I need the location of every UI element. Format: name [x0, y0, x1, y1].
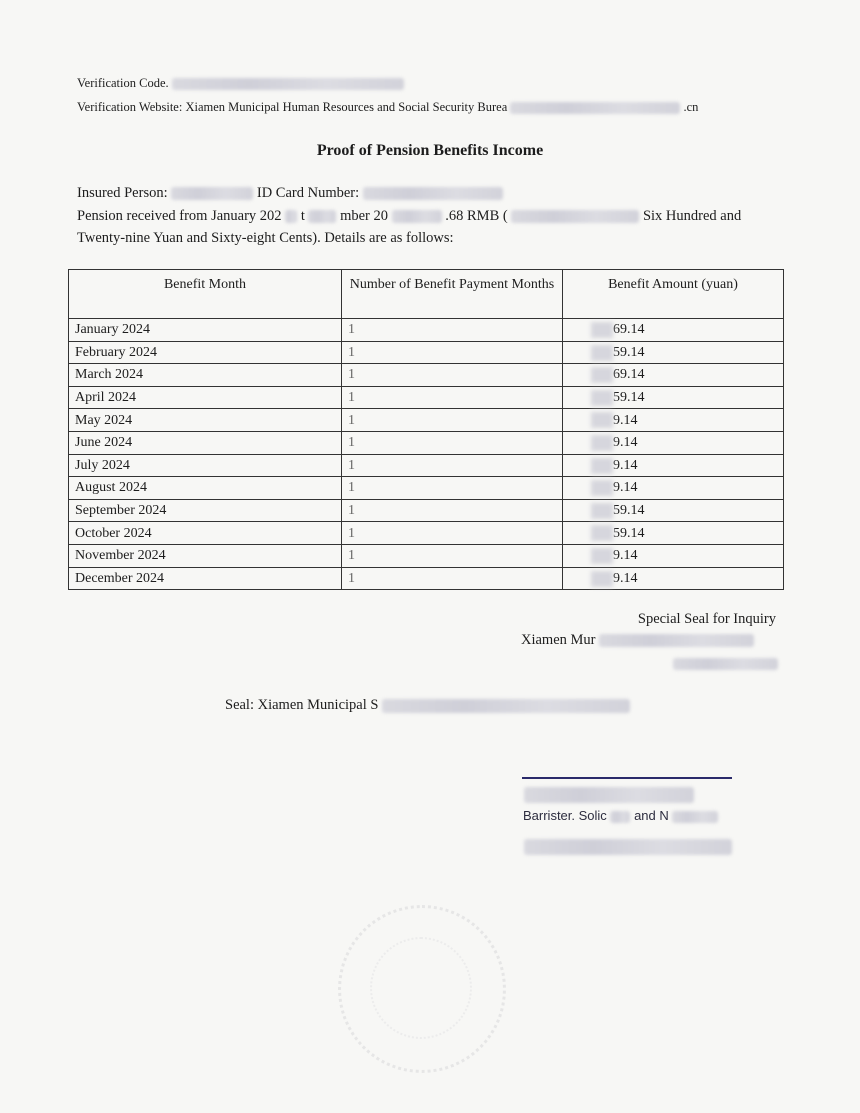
cell-amount: [563, 341, 784, 364]
amount-value: 9.14: [613, 570, 638, 586]
cell-amount: [563, 364, 784, 387]
insured-person-label: Insured Person:: [77, 185, 168, 201]
cell-amount: [563, 431, 784, 454]
redacted-date-blur: [673, 658, 778, 670]
redacted-3: [392, 210, 442, 223]
cell-count: 1: [342, 499, 563, 522]
redacted-amount-prefix: [591, 390, 613, 406]
insured-person-line: [77, 185, 503, 202]
cell-month: February 2024: [69, 341, 342, 364]
amount-value: 69.14: [613, 322, 645, 338]
redacted-signer-name: [524, 786, 694, 804]
redacted-title-2: [672, 811, 718, 823]
cell-month: June 2024: [69, 431, 342, 454]
signature-line: [522, 777, 732, 779]
table-row: [69, 319, 784, 342]
redacted-signer-address: [524, 838, 732, 856]
embossed-seal-inner: [370, 937, 472, 1039]
verification-website-label: Verification Website: Xiamen Municipal Human Resources and Social Security Burea: [77, 100, 508, 114]
redacted-website: [510, 102, 680, 114]
amount-value: 59.14: [613, 503, 645, 519]
cell-count: 1: [342, 431, 563, 454]
table-row: [69, 409, 784, 432]
signer-title-text: Barrister. Solic: [523, 808, 607, 823]
cell-count: 1: [342, 454, 563, 477]
header-payment-months: Number of Benefit Payment Months: [342, 270, 563, 319]
pension-text-d: .68 RMB (: [445, 208, 508, 224]
pension-text-a: Pension received from January 202: [77, 208, 282, 224]
redacted-amount-prefix: [591, 322, 613, 338]
cell-amount: [563, 499, 784, 522]
id-card-label: ID Card Number:: [256, 185, 360, 201]
redacted-verification-code: [172, 78, 404, 90]
cell-month: May 2024: [69, 409, 342, 432]
redacted-amount-prefix: [591, 345, 613, 361]
table-row: [69, 499, 784, 522]
redacted-amount-prefix: [591, 412, 613, 428]
cell-count: 1: [342, 386, 563, 409]
verification-website-line: [77, 100, 698, 115]
amount-value: 9.14: [613, 480, 638, 496]
cell-month: March 2024: [69, 364, 342, 387]
table-row: [69, 567, 784, 590]
table-row: [69, 544, 784, 567]
website-suffix: .cn: [683, 100, 699, 114]
header-benefit-month: Benefit Month: [69, 270, 342, 319]
redacted-amount-prefix: [591, 458, 613, 474]
redacted-amount-prefix: [591, 503, 613, 519]
signer-title-text-b: and N: [634, 808, 669, 823]
cell-count: 1: [342, 364, 563, 387]
redacted-date: [673, 655, 778, 673]
issuer-line: [521, 632, 754, 649]
redacted-issuer: [599, 634, 754, 647]
cell-month: April 2024: [69, 386, 342, 409]
cell-month: August 2024: [69, 477, 342, 500]
table-row: [69, 431, 784, 454]
cell-month: January 2024: [69, 319, 342, 342]
amount-value: 69.14: [613, 367, 645, 383]
redacted-2: [308, 210, 336, 223]
cell-amount: [563, 544, 784, 567]
cell-count: 1: [342, 319, 563, 342]
table-header-row: [69, 270, 784, 319]
cell-amount: [563, 477, 784, 500]
redacted-title-1: [610, 811, 630, 823]
cell-amount: [563, 522, 784, 545]
table-row: [69, 364, 784, 387]
redacted-address-blur: [524, 839, 732, 855]
cell-amount: [563, 567, 784, 590]
redacted-signer-blur: [524, 787, 694, 803]
cell-amount: [563, 386, 784, 409]
cell-month: July 2024: [69, 454, 342, 477]
pension-text-c: mber 20: [340, 208, 389, 224]
redacted-name: [171, 187, 253, 200]
seal-label: Seal: Xiamen Municipal S: [225, 697, 379, 713]
issuer-text: Xiamen Mur: [521, 632, 596, 648]
redacted-4: [511, 210, 639, 223]
pension-line-1: [77, 208, 741, 225]
cell-count: 1: [342, 567, 563, 590]
signer-title: [523, 808, 718, 823]
cell-month: September 2024: [69, 499, 342, 522]
cell-count: 1: [342, 522, 563, 545]
cell-amount: [563, 409, 784, 432]
table-row: [69, 454, 784, 477]
verification-code-line: [77, 76, 404, 91]
amount-value: 9.14: [613, 457, 638, 473]
cell-count: 1: [342, 409, 563, 432]
table-row: [69, 522, 784, 545]
pension-text-e: Six Hundred and: [642, 208, 742, 224]
redacted-amount-prefix: [591, 548, 613, 564]
table-row: [69, 341, 784, 364]
redacted-1: [285, 210, 297, 223]
verification-code-label: Verification Code.: [77, 76, 169, 90]
special-seal-label: Special Seal for Inquiry: [637, 611, 776, 627]
cell-count: 1: [342, 341, 563, 364]
table-row: [69, 386, 784, 409]
cell-amount: [563, 454, 784, 477]
pension-line-2: Twenty-nine Yuan and Sixty-eight Cents). Details are as follows:: [77, 230, 454, 246]
amount-value: 9.14: [613, 548, 638, 564]
document-title: Proof of Pension Benefits Income: [316, 142, 544, 159]
table-body: [69, 319, 784, 590]
table-row: [69, 477, 784, 500]
redacted-amount-prefix: [591, 367, 613, 383]
cell-count: 1: [342, 477, 563, 500]
redacted-amount-prefix: [591, 435, 613, 451]
benefits-table: [68, 269, 784, 590]
header-benefit-amount: Benefit Amount (yuan): [563, 270, 784, 319]
cell-month: December 2024: [69, 567, 342, 590]
seal-line: [225, 697, 630, 714]
cell-amount: [563, 319, 784, 342]
cell-month: October 2024: [69, 522, 342, 545]
amount-value: 59.14: [613, 525, 645, 541]
cell-count: 1: [342, 544, 563, 567]
amount-value: 59.14: [613, 390, 645, 406]
redacted-amount-prefix: [591, 480, 613, 496]
cell-month: November 2024: [69, 544, 342, 567]
amount-value: 59.14: [613, 344, 645, 360]
redacted-id: [363, 187, 503, 200]
amount-value: 9.14: [613, 412, 638, 428]
redacted-amount-prefix: [591, 571, 613, 587]
amount-value: 9.14: [613, 435, 638, 451]
redacted-seal: [382, 699, 630, 713]
redacted-amount-prefix: [591, 525, 613, 541]
pension-text-b: t: [300, 208, 305, 224]
